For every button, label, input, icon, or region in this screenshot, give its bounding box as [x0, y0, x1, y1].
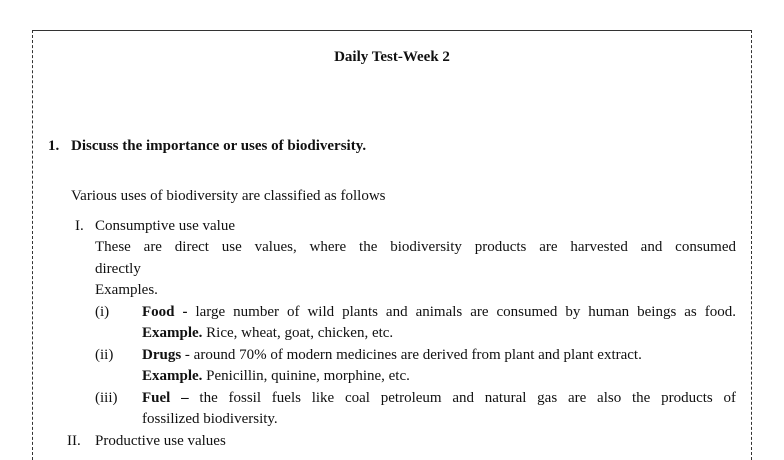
- example-label: Example.: [142, 368, 203, 384]
- item-text-cont: fossilized biodiversity.: [142, 411, 278, 427]
- list-item: [142, 346, 642, 364]
- item-text: large number of wild plants and animals are consumed by human beings as food.: [195, 304, 736, 320]
- item-example: [142, 367, 410, 385]
- item-label: Fuel: [142, 390, 171, 406]
- item-text: the fossil fuels like coal petroleum and natural gas are also the products of: [199, 390, 737, 406]
- item-label: Food: [142, 304, 175, 320]
- item-separator: -: [181, 347, 194, 363]
- section-1-heading: Consumptive use value: [95, 218, 235, 234]
- section-1-description: These are direct use values, where the biodiversity products are harvested and consumed: [95, 239, 736, 255]
- page-title: Daily Test-Week 2: [334, 49, 450, 65]
- examples-label: Examples.: [95, 282, 158, 298]
- section-1-description-cont: directly: [95, 261, 141, 277]
- intro-text: Various uses of biodiversity are classified as follows: [71, 188, 386, 204]
- example-label: Example.: [142, 325, 203, 341]
- list-item: [142, 389, 736, 407]
- question-number: 1.: [48, 138, 60, 154]
- list-item: [142, 303, 736, 321]
- question-text: Discuss the importance or uses of biodiversity.: [71, 138, 367, 154]
- section-1-numeral: I.: [75, 218, 84, 234]
- item-separator: -: [174, 304, 196, 320]
- item-label: Drugs: [142, 347, 182, 363]
- item-text: around 70% of modern medicines are derived from plant and plant extract.: [193, 347, 642, 363]
- section-2-numeral: II.: [67, 433, 81, 449]
- item-example: [142, 324, 393, 342]
- item-number: (iii): [95, 390, 118, 406]
- item-number: (ii): [95, 347, 114, 363]
- item-number: (i): [95, 304, 110, 320]
- item-separator: –: [170, 390, 200, 406]
- example-text: Penicillin, quinine, morphine, etc.: [206, 368, 410, 384]
- example-text: Rice, wheat, goat, chicken, etc.: [206, 325, 394, 341]
- section-2-heading: Productive use values: [95, 433, 226, 449]
